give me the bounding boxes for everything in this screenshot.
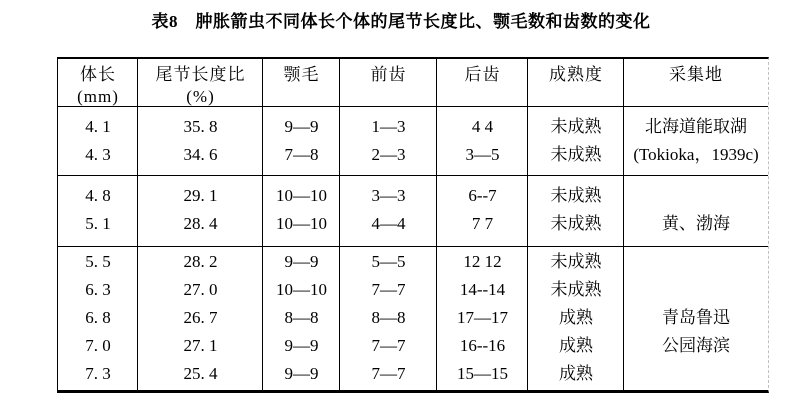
- column-divider: [137, 59, 138, 390]
- anterior-teeth-cell: 2—3: [371, 145, 406, 164]
- column-divider: [339, 59, 340, 390]
- header-label: 成熟度: [549, 65, 603, 84]
- seta-cell: 9—9: [284, 252, 319, 271]
- site-line: 北海道能取湖: [645, 117, 747, 136]
- table-row: [58, 332, 624, 360]
- anterior-teeth-cell: 1—3: [371, 117, 406, 136]
- body-length-cell: 6. 3: [85, 280, 111, 299]
- tail-ratio-cell: 34. 6: [183, 145, 218, 164]
- header-anterior-teeth: [340, 59, 437, 106]
- tail-ratio-cell: 28. 4: [183, 214, 218, 233]
- maturity-cell: 成熟: [559, 364, 593, 383]
- body-length-cell: 7. 0: [85, 336, 111, 355]
- posterior-teeth-cell: 14--14: [459, 280, 506, 299]
- collection-site-cell: [624, 247, 768, 390]
- table-header-row: [58, 59, 768, 107]
- header-label: 体长: [80, 65, 116, 84]
- anterior-teeth-cell: 7—7: [371, 364, 406, 383]
- tail-ratio-cell: 27. 1: [183, 336, 218, 355]
- seta-cell: 10—10: [276, 280, 327, 299]
- maturity-cell: 成熟: [559, 308, 593, 327]
- tail-ratio-cell: 27. 0: [183, 280, 218, 299]
- column-divider: [262, 59, 263, 390]
- table-row: [58, 182, 624, 210]
- body-length-cell: 7. 3: [85, 364, 111, 383]
- site-line: (Tokioka，1939c): [633, 145, 759, 164]
- column-divider: [623, 59, 624, 390]
- body-length-cell: 6. 8: [85, 308, 111, 327]
- row-group-2: [58, 176, 768, 247]
- anterior-teeth-cell: 8—8: [371, 308, 406, 327]
- seta-cell: 10—10: [276, 214, 327, 233]
- seta-cell: 9—9: [284, 364, 319, 383]
- tail-ratio-cell: 28. 2: [183, 252, 218, 271]
- table-row: [58, 141, 624, 169]
- header-posterior-teeth: [437, 59, 528, 106]
- body-length-cell: 4. 3: [85, 145, 111, 164]
- body-length-cell: 4. 8: [85, 186, 111, 205]
- row-group-3: [58, 247, 768, 390]
- column-divider: [436, 59, 437, 390]
- header-seta: [263, 59, 340, 106]
- collection-site-cell: [624, 176, 768, 246]
- tail-ratio-cell: 35. 8: [183, 117, 218, 136]
- row-group-rows: [58, 247, 624, 390]
- posterior-teeth-cell: 15—15: [457, 364, 508, 383]
- table-row: [58, 248, 624, 276]
- data-table: [57, 57, 769, 393]
- header-maturity: [528, 59, 624, 106]
- table-row: [58, 210, 624, 238]
- body-length-cell: 5. 5: [85, 252, 111, 271]
- maturity-cell: 未成熟: [550, 214, 602, 233]
- row-group-1: [58, 107, 768, 176]
- maturity-cell: 成熟: [559, 336, 593, 355]
- site-line: 青岛鲁迅: [662, 308, 730, 327]
- header-label: 后齿: [464, 65, 501, 84]
- body-length-cell: 5. 1: [85, 214, 111, 233]
- body-length-cell: 4. 1: [85, 117, 111, 136]
- header-tail-ratio: [138, 59, 263, 106]
- anterior-teeth-cell: 3—3: [371, 186, 406, 205]
- column-divider: [527, 59, 528, 390]
- anterior-teeth-cell: 7—7: [371, 336, 406, 355]
- seta-cell: 9—9: [284, 117, 319, 136]
- table-row: [58, 276, 624, 304]
- row-group-rows: [58, 107, 624, 175]
- header-unit: (mm): [77, 87, 119, 106]
- table-caption: 表8 肿胀箭虫不同体长个体的尾节长度比、颚毛数和齿数的变化: [151, 12, 651, 31]
- seta-cell: 9—9: [284, 336, 319, 355]
- collection-site-cell: [624, 107, 768, 175]
- header-body-length: [58, 59, 138, 106]
- tail-ratio-cell: 25. 4: [183, 364, 218, 383]
- row-group-rows: [58, 176, 624, 246]
- seta-cell: 8—8: [284, 308, 319, 327]
- seta-cell: 7—8: [284, 145, 319, 164]
- anterior-teeth-cell: 4—4: [371, 214, 406, 233]
- header-collection-site: [624, 59, 768, 106]
- anterior-teeth-cell: 7—7: [371, 280, 406, 299]
- posterior-teeth-cell: 16--16: [459, 336, 506, 355]
- posterior-teeth-cell: 12 12: [463, 252, 502, 271]
- site-line: 黄、渤海: [662, 214, 730, 233]
- maturity-cell: 未成熟: [550, 186, 602, 205]
- site-line: 公园海滨: [662, 336, 730, 355]
- table-row: [58, 360, 624, 388]
- table-row: [58, 113, 624, 141]
- posterior-teeth-cell: 7 7: [471, 214, 494, 233]
- posterior-teeth-cell: 6--7: [468, 186, 497, 205]
- anterior-teeth-cell: 5—5: [371, 252, 406, 271]
- posterior-teeth-cell: 3—5: [465, 145, 500, 164]
- posterior-teeth-cell: 4 4: [471, 117, 494, 136]
- maturity-cell: 未成熟: [550, 252, 602, 271]
- maturity-cell: 未成熟: [550, 117, 602, 136]
- tail-ratio-cell: 29. 1: [183, 186, 218, 205]
- maturity-cell: 未成熟: [550, 280, 602, 299]
- header-label: 前齿: [370, 65, 407, 84]
- header-label: 采集地: [669, 65, 723, 84]
- header-label: 尾节长度比: [155, 65, 246, 84]
- header-unit: (%): [186, 87, 215, 106]
- table-row: [58, 304, 624, 332]
- header-label: 颚毛: [283, 65, 320, 84]
- maturity-cell: 未成熟: [550, 145, 602, 164]
- seta-cell: 10—10: [276, 186, 327, 205]
- posterior-teeth-cell: 17—17: [457, 308, 508, 327]
- tail-ratio-cell: 26. 7: [183, 308, 218, 327]
